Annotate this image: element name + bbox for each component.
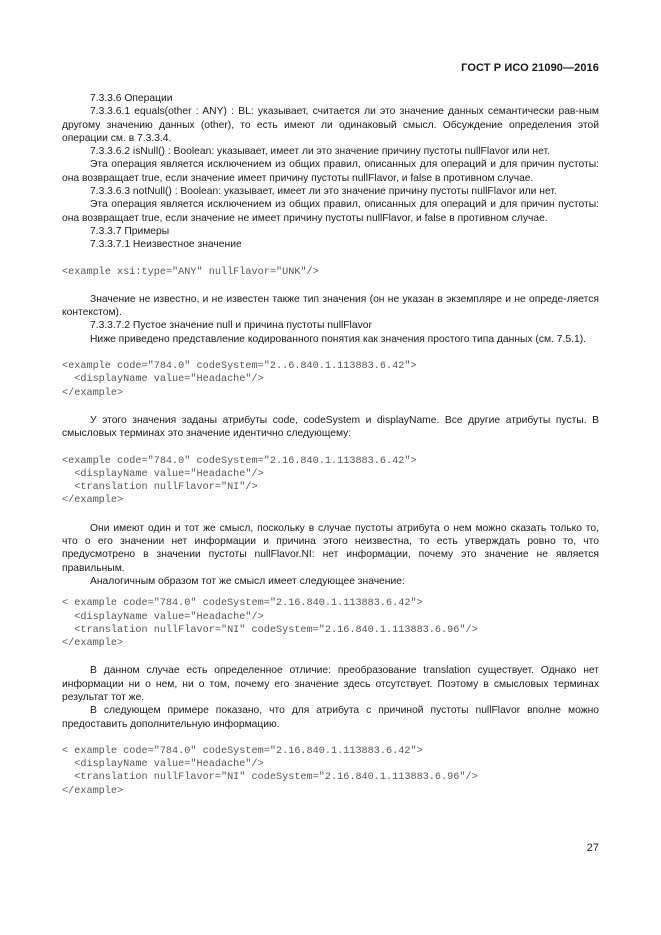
page-body: [62, 92, 599, 798]
paragraph-attributes: У этого значения заданы атрибуты code, codeSystem и displayName. Все другие атрибуты пусты. В смысловых терминах это значение идентично следующему:: [62, 414, 599, 440]
code-block-unknown: <example xsi:type="ANY" nullFlavor="UNK"/>: [62, 266, 319, 278]
standard-header: ГОСТ Р ИСО 21090—2016: [461, 62, 599, 74]
paragraph-difference: В данном случае есть определенное отличие: преобразование translation существует. Однако нет информации ни о нем, ни о том, почему его значение здесь отсутствует. Поэтому в смысловых терминах результат тот же.: [62, 665, 599, 703]
code-block-additional-info: < example code="784.0" codeSystem="2.16.840.1.113883.6.42"> <displayName value="Headache"/> <translation nullFlavor="NI" codeSystem="2.16.840.1.113883.6.96"/> </example>: [62, 745, 478, 797]
code-block-translation-ni: <example code="784.0" codeSystem="2.16.840.1.113883.6.42"> <displayName value="Headache"/> <translation nullFlavor="NI"/> </example>: [62, 455, 417, 507]
paragraph-isnull: 7.3.3.6.2 isNull() : Boolean: указывает, имеет ли это значение причину пустоты nullFlavor или нет.: [90, 146, 550, 158]
code-block-coded-concept: <example code="784.0" codeSystem="2..6.840.1.113883.6.42"> <displayName value="Headache"/> </example>: [62, 361, 417, 399]
section-heading-unknown-value: 7.3.3.7.1 Неизвестное значение: [90, 239, 242, 251]
section-heading-examples: 7.3.3.7 Примеры: [90, 225, 170, 237]
paragraph-unknown-explanation: Значение не известно, и не известен также тип значения (он не указан в экземпляре и не опреде-ляется контекстом).: [62, 293, 599, 319]
paragraph-isnull-detail: Эта операция является исключением из общих правил, описанных для операций и для причин пустоты: она возвращает true, если значение имеет причину пустоты nullFlavor, и false в противном случае.: [62, 159, 599, 184]
paragraph-coded-concept: Ниже приведено представление кодированного понятия как значения простого типа данных (см. 7.5.1).: [90, 333, 586, 345]
page-number: 27: [586, 842, 599, 854]
paragraph-equals: 7.3.3.6.1 equals(other : ANY) : BL: указывает, считается ли это значение данных семантически рав-ным другому значению данных (other), то есть имеют ли одинаковый смысл. Обсуждение определения этой операции см. в 7.3.3.4.: [62, 106, 599, 144]
section-heading-operations: 7.3.3.6 Операции: [90, 93, 173, 104]
paragraph-similar: Аналогичным образом тот же смысл имеет следующее значение:: [90, 575, 405, 587]
paragraph-same-meaning: Они имеют один и тот же смысл, поскольку в случае пустоты атрибута о нем можно сказать только то, что о его значении нет информации и причина этого неизвестна, то есть утверждать ровно то, что предусмотрено в значении пустоты nullFlavor.NI: нет информации, почему это значение не является правильным.: [62, 522, 599, 574]
paragraph-notnull-detail: Эта операция является исключением из общих правил, описанных для операций и для причин пустоты: она возвращает true, если значение не имеет причину пустоты nullFlavor, и false в противном случае.: [62, 199, 599, 224]
paragraph-notnull: 7.3.3.6.3 notNull() : Boolean: указывает, имеет ли это значение причину пустоты nullFlavor или нет.: [90, 186, 557, 198]
section-heading-null-value: 7.3.3.7.2 Пустое значение null и причина пустоты nullFlavor: [90, 320, 372, 332]
code-block-translation-codesystem: < example code="784.0" codeSystem="2.16.840.1.113883.6.42"> <displayName value="Headache"/> <translation nullFlavor="NI" codeSystem="2.16.840.1.113883.6.96"/> </example>: [62, 598, 478, 650]
paragraph-next-example: В следующем примере показано, что для атрибута с причиной пустоты nullFlavor вполне можно предоставить дополнительную информацию.: [62, 705, 599, 730]
